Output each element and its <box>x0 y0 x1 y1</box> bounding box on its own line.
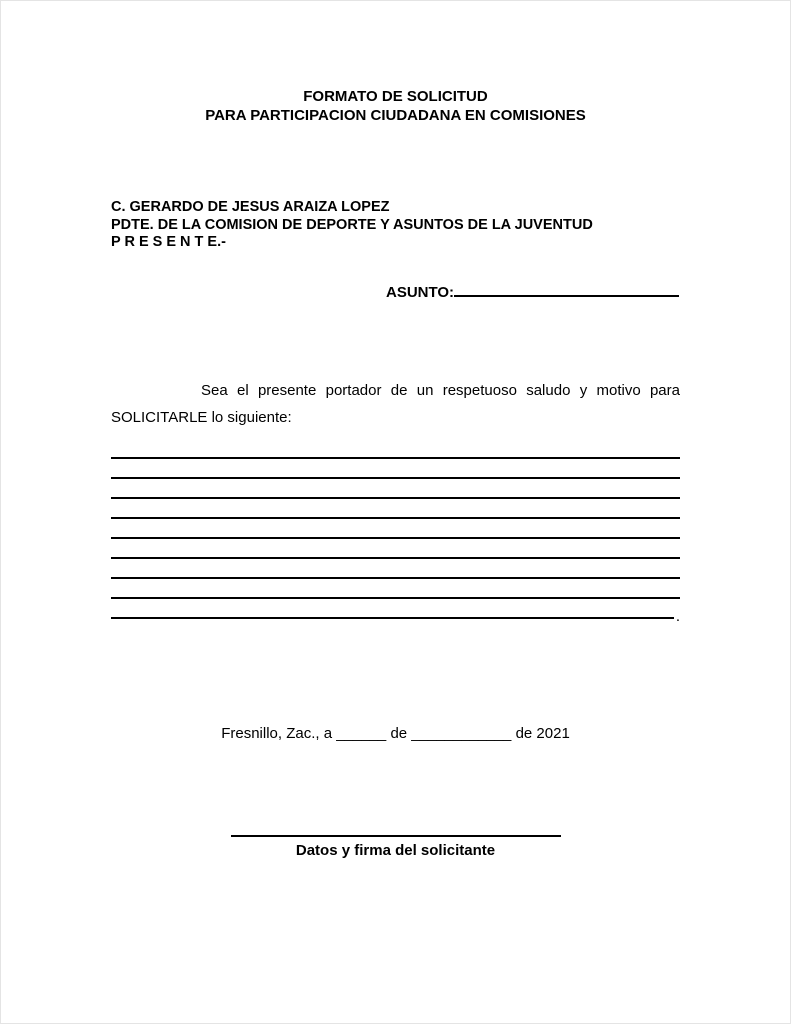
writing-lines <box>111 439 680 625</box>
signature-line <box>231 835 561 837</box>
recipient-position: PDTE. DE LA COMISION DE DEPORTE Y ASUNTOS DE LA JUVENTUD <box>111 216 593 233</box>
asunto-label: ASUNTO: <box>386 284 455 301</box>
last-writing-line <box>111 599 680 625</box>
writing-line <box>111 559 680 579</box>
writing-line <box>111 439 680 459</box>
writing-line <box>111 539 680 559</box>
recipient-name: C. GERARDO DE JESUS ARAIZA LOPEZ <box>111 199 390 215</box>
signature-caption: Datos y firma del solicitante <box>295 842 496 859</box>
asunto-blank-line <box>454 281 679 297</box>
body-paragraph: Sea el presente portador de un respetuoso saludo y motivo para SOLICITARLE lo siguiente: <box>111 382 680 426</box>
recipient-block <box>111 199 680 252</box>
line-end-period: . <box>675 608 680 625</box>
writing-line-fill <box>111 599 674 619</box>
document-title-line2: PARA PARTICIPACION CIUDADANA EN COMISIONES <box>205 107 586 124</box>
writing-line <box>111 579 680 599</box>
recipient-presente: P R E S E N T E.- <box>111 234 226 250</box>
asunto-row <box>111 281 679 301</box>
writing-line <box>111 499 680 519</box>
date-line: Fresnillo, Zac., a ______ de ____________ de 2021 <box>221 725 570 742</box>
document-title-line1: FORMATO DE SOLICITUD <box>303 88 488 105</box>
writing-line <box>111 519 680 539</box>
writing-line <box>111 459 680 479</box>
signature-block <box>1 835 790 859</box>
writing-line <box>111 479 680 499</box>
document-title <box>1 87 790 125</box>
